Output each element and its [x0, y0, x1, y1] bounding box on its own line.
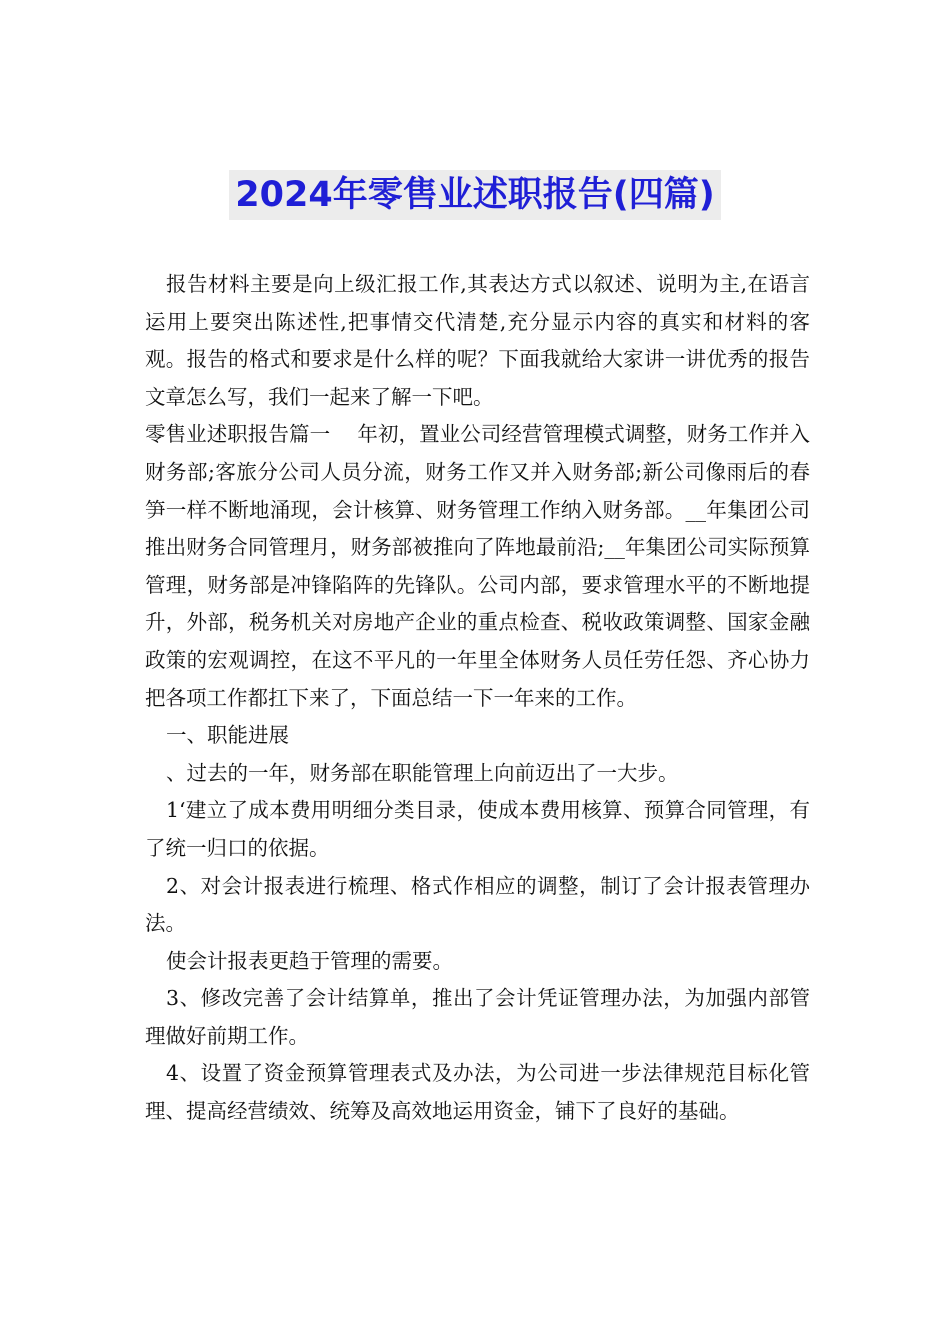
title-container	[0, 170, 950, 220]
document-body	[145, 266, 810, 1131]
paragraph-part-one: 零售业述职报告篇一 年初，置业公司经营管理模式调整，财务工作并入财务部;客旅分公司人员分流，财务工作又并入财务部;新公司像雨后的春笋一样不断地涌现，会计核算、财务管理工作纳入财务部。__年集团公司推出财务合同管理月，财务部被推向了阵地最前沿;__年集团公司实际预算管理，财务部是冲锋陷阵的先锋队。公司内部，要求管理水平的不断地提升，外部，税务机关对房地产企业的重点检查、税收政策调整、国家金融政策的宏观调控，在这不平凡的一年里全体财务人员任劳任怨、齐心协力把各项工作都扛下来了，下面总结一下一年来的工作。	[145, 422, 810, 710]
paragraph-item: 、过去的一年，财务部在职能管理上向前迈出了一大步。	[166, 760, 679, 785]
paragraph-item: 使会计报表更趋于管理的需要。	[166, 948, 453, 973]
paragraph-intro: 报告材料主要是向上级汇报工作,其表达方式以叙述、说明为主,在语言运用上要突出陈述性,把事情交代清楚,充分显示内容的真实和材料的客观。报告的格式和要求是什么样的呢？下面我就给大家讲一讲优秀的报告文章怎么写，我们一起来了解一下吧。	[145, 272, 810, 409]
paragraph-item: 1‘建立了成本费用明细分类目录，使成本费用核算、预算合同管理，有了统一归口的依据。	[145, 798, 810, 860]
paragraph-item: 2、对会计报表进行梳理、格式作相应的调整，制订了会计报表管理办法。	[145, 873, 810, 936]
paragraph-item: 4、设置了资金预算管理表式及办法，为公司进一步法律规范目标化管理、提高经营绩效、统筹及高效地运用资金，铺下了良好的基础。	[145, 1061, 810, 1124]
document-title: 2024年零售业述职报告(四篇)	[229, 170, 720, 220]
paragraph-item: 3、修改完善了会计结算单，推出了会计凭证管理办法，为加强内部管理做好前期工作。	[145, 986, 810, 1048]
section-heading-functions: 一、职能进展	[166, 723, 289, 748]
